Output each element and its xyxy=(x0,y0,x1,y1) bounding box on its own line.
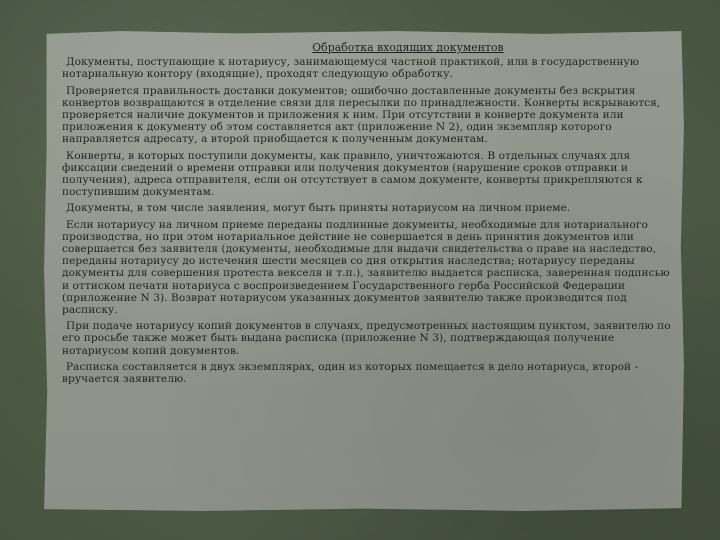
paragraph-5: Если нотариусу на личном приеме переданы подлинные документы, необходимые для нотариального производства, но при этом нотариальное действие не совершается в день принятия документов или совершается без заявителя (документы, необходимые для выдачи свидетельства о праве на наследство, переданы нотариусу до истечения шести месяцев со дня открытия наследства; нотариусу переданы документы для совершения протеста векселя и т.п.), заявителю выдается расписка, заверенная подписью и оттиском печати нотариуса с воспроизведением Государственного герба Российской Федерации (приложение N 3). Возврат нотариусом указанных документов заявителю также производится под расписку. xyxy=(62,218,670,317)
document-body xyxy=(62,42,674,389)
paragraph-4: Документы, в том числе заявления, могут быть приняты нотариусом на личном приеме. xyxy=(66,202,571,215)
paragraph-6: При подаче нотариусу копий документов в случаях, предусмотренных настоящим пунктом, заявителю по его просьбе также может быть выдана расписка (приложение N 3), подтверждающая получение нотариусом копий документов. xyxy=(62,320,671,357)
paragraph-3: Конверты, в которых поступили документы, как правило, уничтожаются. В отдельных случаях для фиксации сведений о времени отправки или получения документов (нарушение сроков отправки и получения), адреса отправителя, если он отсутствует в самом документе, конверты прикрепляются к поступившим документам. xyxy=(62,149,643,199)
document-title: Обработка входящих документов xyxy=(312,41,504,54)
paragraph-2: Проверяется правильность доставки документов; ошибочно доставленные документы без вскрытия конвертов возвращаются в отделение связи для пересылки по принадлежности. Конверты вскрываются, проверяется наличие документов и приложения к ним. При отсутствии в конверте документа или приложения к документу об этом составляется акт (приложение N 2), один экземпляр которого направляется адресату, а второй приобщается к полученным документам. xyxy=(62,84,661,146)
paragraph-1: Документы, поступающие к нотариусу, занимающемуся частной практикой, или в государственную нотариальную контору (входящие), проходят следующую обработку. xyxy=(62,56,640,81)
paragraph-7: Расписка составляется в двух экземплярах, один из которых помещается в дело нотариуса, второй - вручается заявителю. xyxy=(62,360,639,386)
